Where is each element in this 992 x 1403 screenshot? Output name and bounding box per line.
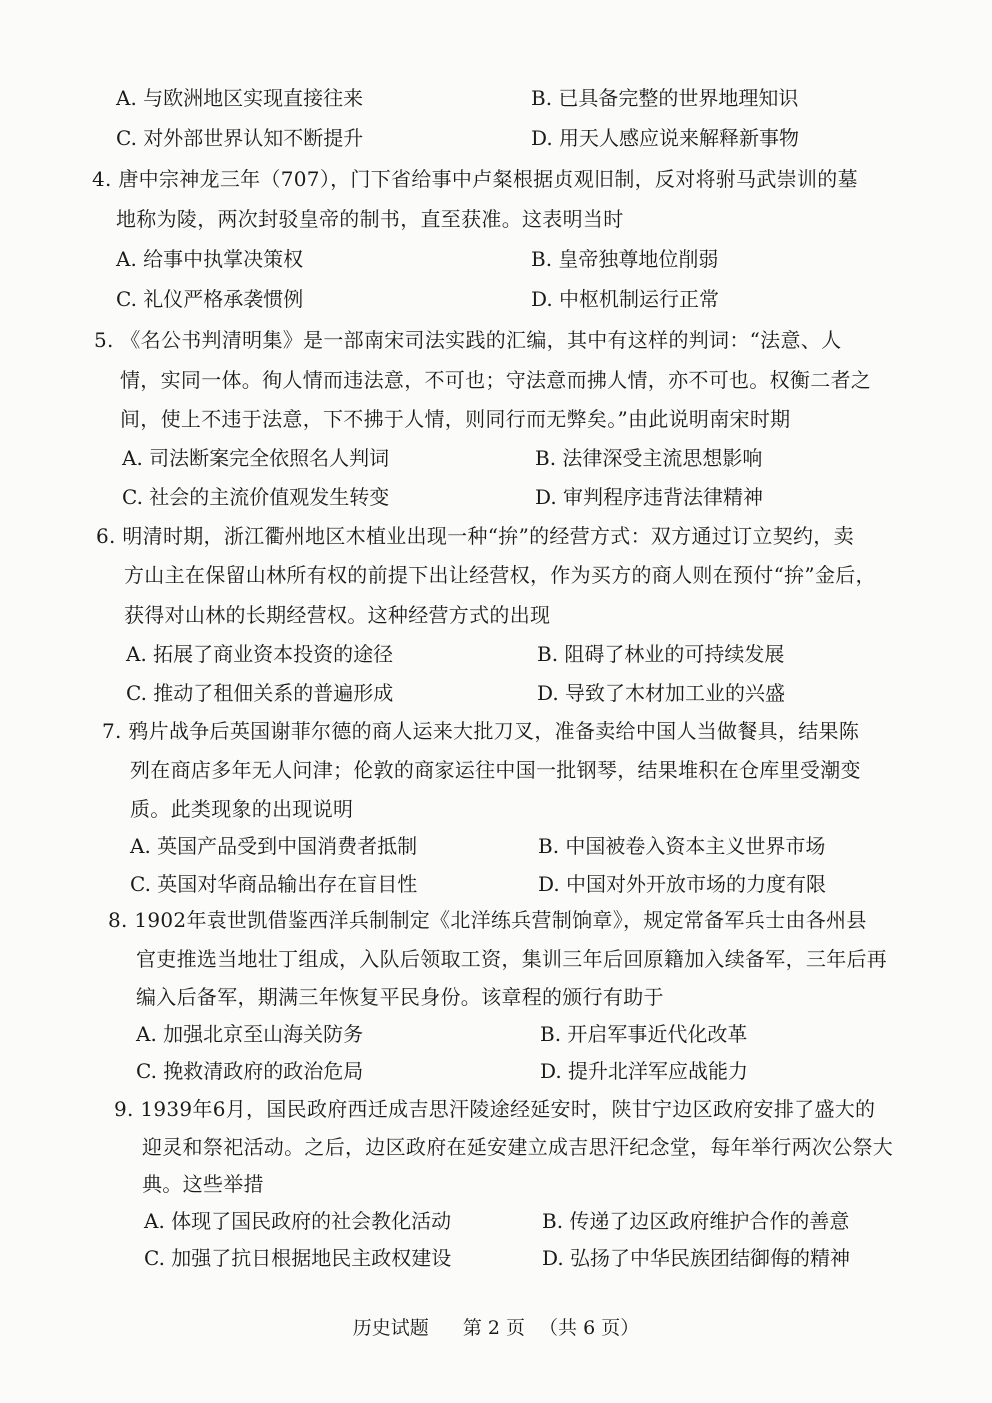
q6-stem-line-1: 6. 明清时期，浙江衢州地区木植业出现一种“拚”的经营方式：双方通过订立契约，卖: [96, 524, 854, 548]
q7-stem-line-2: 列在商店多年无人问津；伦敦的商家运往中国一批钢琴，结果堆积在仓库里受潮变: [130, 758, 861, 782]
q7-stem-line-1: 7. 鸦片战争后英国谢菲尔德的商人运来大批刀叉，准备卖给中国人当做餐具，结果陈: [102, 719, 860, 743]
q8-stem-line-3: 编入后备军，期满三年恢复平民身份。该章程的颁行有助于: [136, 985, 664, 1009]
q4-stem-line-2: 地称为陵，两次封驳皇帝的制书，直至获准。这表明当时: [116, 207, 624, 231]
q8-option-b: B. 开启军事近代化改革: [540, 1022, 748, 1046]
page-footer: [0, 1313, 992, 1340]
q9-stem-line-1: 9. 1939年6月，国民政府西迁成吉思汗陵途经延安时，陕甘宁边区政府安排了盛大的: [114, 1097, 876, 1121]
q8-stem-line-1: 8. 1902年袁世凯借鉴西洋兵制制定《北洋练兵营制饷章》，规定常备军兵士由各州县: [108, 908, 867, 932]
q5-option-d: D. 审判程序违背法律精神: [535, 485, 764, 509]
q5-option-b: B. 法律深受主流思想影响: [535, 446, 763, 470]
q8-option-c: C. 挽救清政府的政治危局: [136, 1059, 364, 1083]
q6-stem-line-3: 获得对山林的长期经营权。这种经营方式的出现: [124, 603, 551, 627]
q5-stem-line-3: 间，使上不违于法意，下不拂于人情，则同行而无弊矣。”由此说明南宋时期: [120, 407, 791, 431]
q4-option-d: D. 中枢机制运行正常: [531, 287, 720, 311]
q8-option-d: D. 提升北洋军应战能力: [540, 1059, 749, 1083]
q9-stem-line-2: 迎灵和祭祀活动。之后，边区政府在延安建立成吉思汗纪念堂，每年举行两次公祭大: [142, 1135, 894, 1159]
q5-stem-line-2: 情，实同一体。徇人情而违法意，不可也；守法意而拂人情，亦不可也。权衡二者之: [120, 368, 872, 392]
q5-option-a: A. 司法断案完全依照名人判词: [122, 446, 390, 470]
footer-total-pages: （共 6 页）: [539, 1317, 640, 1339]
q3-option-d: D. 用天人感应说来解释新事物: [531, 126, 800, 150]
q9-option-b: B. 传递了边区政府维护合作的善意: [542, 1209, 850, 1233]
q6-option-a: A. 拓展了商业资本投资的途径: [126, 642, 394, 666]
q3-option-b: B. 已具备完整的世界地理知识: [531, 86, 799, 110]
q6-option-c: C. 推动了租佃关系的普遍形成: [126, 681, 394, 705]
footer-subject: 历史试题: [352, 1317, 429, 1339]
q7-option-d: D. 中国对外开放市场的力度有限: [538, 872, 827, 896]
q8-stem-line-2: 官吏推选当地壮丁组成，入队后领取工资，集训三年后回原籍加入续备军，三年后再: [136, 947, 888, 971]
q7-option-a: A. 英国产品受到中国消费者抵制: [130, 834, 418, 858]
q9-option-c: C. 加强了抗日根据地民主政权建设: [144, 1246, 452, 1270]
q9-option-a: A. 体现了国民政府的社会教化活动: [144, 1209, 452, 1233]
q4-option-b: B. 皇帝独尊地位削弱: [531, 247, 719, 271]
q5-stem-line-1: 5. 《名公书判清明集》是一部南宋司法实践的汇编，其中有这样的判词：“法意、人: [94, 328, 842, 352]
q4-option-c: C. 礼仪严格承袭惯例: [116, 287, 304, 311]
q3-option-c: C. 对外部世界认知不断提升: [116, 126, 364, 150]
q7-option-c: C. 英国对华商品输出存在盲目性: [130, 872, 418, 896]
q6-stem-line-2: 方山主在保留山林所有权的前提下出让经营权，作为买方的商人则在预付“拚”金后，: [124, 563, 876, 587]
q7-stem-line-3: 质。此类现象的出现说明: [130, 797, 354, 821]
q3-option-a: A. 与欧洲地区实现直接往来: [116, 86, 364, 110]
q6-option-b: B. 阻碍了林业的可持续发展: [537, 642, 785, 666]
q5-option-c: C. 社会的主流价值观发生转变: [122, 485, 390, 509]
q4-option-a: A. 给事中执掌决策权: [116, 247, 304, 271]
footer-page-number: 第 2 页: [462, 1317, 526, 1339]
q6-option-d: D. 导致了木材加工业的兴盛: [537, 681, 786, 705]
q8-option-a: A. 加强北京至山海关防务: [136, 1022, 364, 1046]
q9-stem-line-3: 典。这些举措: [142, 1172, 264, 1196]
q4-stem-line-1: 4. 唐中宗神龙三年（707），门下省给事中卢粲根据贞观旧制，反对将驸马武崇训的墓: [92, 167, 858, 191]
q7-option-b: B. 中国被卷入资本主义世界市场: [538, 834, 826, 858]
q9-option-d: D. 弘扬了中华民族团结御侮的精神: [542, 1246, 851, 1270]
